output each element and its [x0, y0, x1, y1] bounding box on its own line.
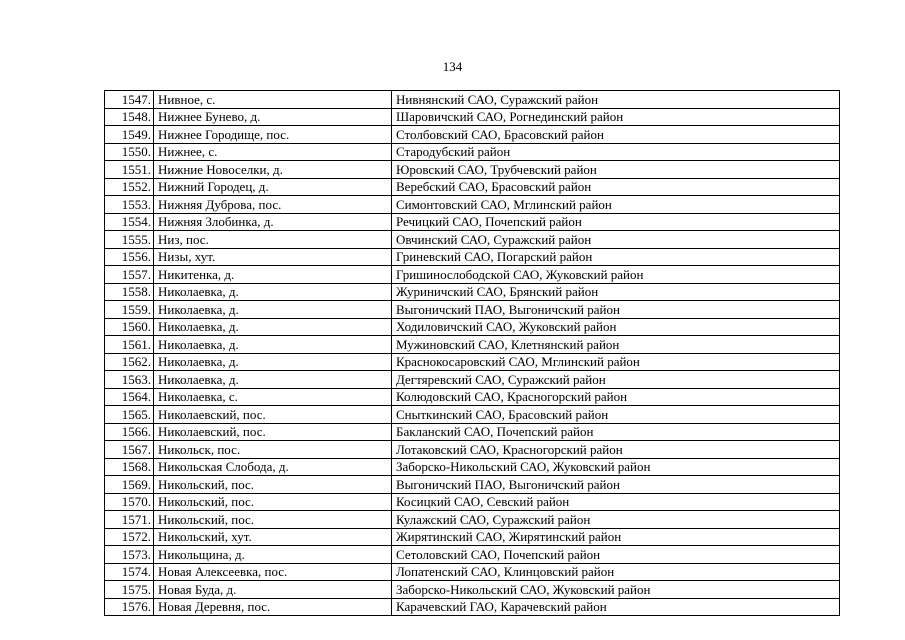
row-number-cell: 1572. — [105, 528, 154, 546]
settlement-name-cell: Никольский, пос. — [154, 493, 392, 511]
settlement-name-cell: Николаевка, д. — [154, 301, 392, 319]
administrative-unit-cell: Шаровичский САО, Рогнединский район — [392, 108, 840, 126]
administrative-unit-cell: Дегтяревский САО, Суражский район — [392, 371, 840, 389]
row-number-cell: 1569. — [105, 476, 154, 494]
table-row — [105, 283, 840, 301]
administrative-unit-cell: Лопатенский САО, Клинцовский район — [392, 563, 840, 581]
administrative-unit-cell: Нивнянский САО, Суражский район — [392, 91, 840, 109]
table-body — [105, 91, 840, 616]
settlement-name-cell: Николаевка, д. — [154, 353, 392, 371]
table-row — [105, 581, 840, 599]
settlement-name-cell: Николаевка, с. — [154, 388, 392, 406]
table-row — [105, 528, 840, 546]
row-number-cell: 1551. — [105, 161, 154, 179]
administrative-unit-cell: Бакланский САО, Почепский район — [392, 423, 840, 441]
settlement-name-cell: Нижнее, с. — [154, 143, 392, 161]
table-row — [105, 423, 840, 441]
row-number-cell: 1566. — [105, 423, 154, 441]
table-row — [105, 196, 840, 214]
settlement-name-cell: Нижняя Злобинка, д. — [154, 213, 392, 231]
settlement-name-cell: Никольский, пос. — [154, 476, 392, 494]
table-row — [105, 178, 840, 196]
settlement-name-cell: Нижнее Бунево, д. — [154, 108, 392, 126]
settlement-name-cell: Никольск, пос. — [154, 441, 392, 459]
table-row — [105, 213, 840, 231]
settlement-name-cell: Николаевка, д. — [154, 336, 392, 354]
settlement-name-cell: Николаевский, пос. — [154, 406, 392, 424]
row-number-cell: 1565. — [105, 406, 154, 424]
settlement-name-cell: Нижние Новоселки, д. — [154, 161, 392, 179]
table-row — [105, 126, 840, 144]
row-number-cell: 1554. — [105, 213, 154, 231]
row-number-cell: 1574. — [105, 563, 154, 581]
settlement-name-cell: Никольский, хут. — [154, 528, 392, 546]
administrative-unit-cell: Сныткинский САО, Брасовский район — [392, 406, 840, 424]
table-row — [105, 598, 840, 616]
row-number-cell: 1575. — [105, 581, 154, 599]
settlement-name-cell: Низ, пос. — [154, 231, 392, 249]
row-number-cell: 1558. — [105, 283, 154, 301]
settlement-name-cell: Николаевка, д. — [154, 318, 392, 336]
row-number-cell: 1548. — [105, 108, 154, 126]
settlement-name-cell: Никольщина, д. — [154, 546, 392, 564]
administrative-unit-cell: Юровский САО, Трубчевский район — [392, 161, 840, 179]
settlement-name-cell: Никитенка, д. — [154, 266, 392, 284]
row-number-cell: 1573. — [105, 546, 154, 564]
administrative-unit-cell: Заборско-Никольский САО, Жуковский район — [392, 581, 840, 599]
settlement-name-cell: Нижнее Городище, пос. — [154, 126, 392, 144]
settlement-name-cell: Николаевка, д. — [154, 283, 392, 301]
administrative-unit-cell: Сетоловский САО, Почепский район — [392, 546, 840, 564]
administrative-unit-cell: Мужиновский САО, Клетнянский район — [392, 336, 840, 354]
table-row — [105, 493, 840, 511]
table-row — [105, 546, 840, 564]
page-number: 134 — [442, 59, 463, 74]
table-row — [105, 441, 840, 459]
settlement-name-cell: Никольская Слобода, д. — [154, 458, 392, 476]
settlement-name-cell: Николаевский, пос. — [154, 423, 392, 441]
row-number-cell: 1552. — [105, 178, 154, 196]
settlement-name-cell: Новая Буда, д. — [154, 581, 392, 599]
table-row — [105, 161, 840, 179]
administrative-unit-cell: Лотаковский САО, Красногорский район — [392, 441, 840, 459]
administrative-unit-cell: Выгоничский ПАО, Выгоничский район — [392, 476, 840, 494]
administrative-unit-cell: Симонтовский САО, Мглинский район — [392, 196, 840, 214]
table-row — [105, 511, 840, 529]
administrative-unit-cell: Выгоничский ПАО, Выгоничский район — [392, 301, 840, 319]
row-number-cell: 1562. — [105, 353, 154, 371]
settlement-name-cell: Новая Деревня, пос. — [154, 598, 392, 616]
table-row — [105, 476, 840, 494]
table-row — [105, 353, 840, 371]
settlement-name-cell: Низы, хут. — [154, 248, 392, 266]
settlements-table — [104, 90, 840, 616]
table-row — [105, 248, 840, 266]
table-row — [105, 371, 840, 389]
administrative-unit-cell: Колюдовский САО, Красногорский район — [392, 388, 840, 406]
table-row — [105, 563, 840, 581]
administrative-unit-cell: Заборско-Никольский САО, Жуковский район — [392, 458, 840, 476]
row-number-cell: 1568. — [105, 458, 154, 476]
row-number-cell: 1555. — [105, 231, 154, 249]
settlement-name-cell: Никольский, пос. — [154, 511, 392, 529]
administrative-unit-cell: Стародубский район — [392, 143, 840, 161]
row-number-cell: 1570. — [105, 493, 154, 511]
table-row — [105, 91, 840, 109]
administrative-unit-cell: Гриневский САО, Погарский район — [392, 248, 840, 266]
administrative-unit-cell: Кулажский САО, Суражский район — [392, 511, 840, 529]
row-number-cell: 1576. — [105, 598, 154, 616]
administrative-unit-cell: Речицкий САО, Почепский район — [392, 213, 840, 231]
settlement-name-cell: Новая Алексеевка, пос. — [154, 563, 392, 581]
settlement-name-cell: Николаевка, д. — [154, 371, 392, 389]
row-number-cell: 1564. — [105, 388, 154, 406]
table-row — [105, 458, 840, 476]
administrative-unit-cell: Веребский САО, Брасовский район — [392, 178, 840, 196]
row-number-cell: 1553. — [105, 196, 154, 214]
row-number-cell: 1556. — [105, 248, 154, 266]
table-row — [105, 143, 840, 161]
row-number-cell: 1560. — [105, 318, 154, 336]
table-row — [105, 231, 840, 249]
table-row — [105, 108, 840, 126]
table-row — [105, 406, 840, 424]
settlement-name-cell: Нивное, с. — [154, 91, 392, 109]
row-number-cell: 1571. — [105, 511, 154, 529]
row-number-cell: 1557. — [105, 266, 154, 284]
administrative-unit-cell: Журиничский САО, Брянский район — [392, 283, 840, 301]
row-number-cell: 1547. — [105, 91, 154, 109]
row-number-cell: 1561. — [105, 336, 154, 354]
table-row — [105, 388, 840, 406]
administrative-unit-cell: Карачевский ГАО, Карачевский район — [392, 598, 840, 616]
table-row — [105, 266, 840, 284]
table-row — [105, 301, 840, 319]
table-row — [105, 318, 840, 336]
row-number-cell: 1549. — [105, 126, 154, 144]
table-row — [105, 336, 840, 354]
settlement-name-cell: Нижняя Дуброва, пос. — [154, 196, 392, 214]
administrative-unit-cell: Краснокосаровский САО, Мглинский район — [392, 353, 840, 371]
settlement-name-cell: Нижний Городец, д. — [154, 178, 392, 196]
administrative-unit-cell: Овчинский САО, Суражский район — [392, 231, 840, 249]
administrative-unit-cell: Столбовский САО, Брасовский район — [392, 126, 840, 144]
administrative-unit-cell: Жирятинский САО, Жирятинский район — [392, 528, 840, 546]
administrative-unit-cell: Косицкий САО, Севский район — [392, 493, 840, 511]
administrative-unit-cell: Гришинослободской САО, Жуковский район — [392, 266, 840, 284]
administrative-unit-cell: Ходиловичский САО, Жуковский район — [392, 318, 840, 336]
row-number-cell: 1567. — [105, 441, 154, 459]
row-number-cell: 1563. — [105, 371, 154, 389]
row-number-cell: 1550. — [105, 143, 154, 161]
row-number-cell: 1559. — [105, 301, 154, 319]
